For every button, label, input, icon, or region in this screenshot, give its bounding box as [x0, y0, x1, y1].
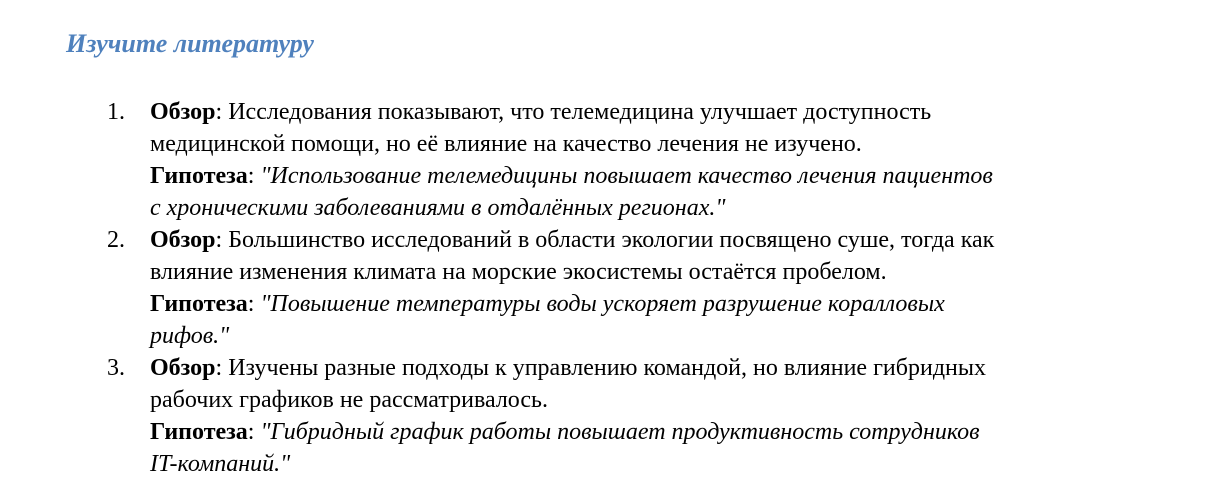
review-text-continued: влияние изменения климата на морские экосистемы остаётся пробелом. [150, 259, 887, 285]
item-number: 2. [107, 227, 125, 253]
review-label: Обзор [150, 355, 216, 381]
hypothesis-text-continued: с хроническими заболеваниями в отдалённых регионах." [150, 195, 726, 221]
review-text-continued: рабочих графиков не рассматривалось. [150, 387, 549, 413]
section-heading: Изучите литературу [66, 29, 314, 58]
item-number: 1. [107, 99, 125, 125]
hypothesis-text: "Гибридный график работы повышает продуктивность сотрудников [260, 419, 980, 445]
hypothesis-label: Гипотеза [150, 163, 248, 189]
hypothesis-text: "Использование телемедицины повышает качество лечения пациентов [260, 163, 993, 189]
hypothesis-line: Гипотеза: "Использование телемедицины повышает качество лечения пациентов [150, 163, 993, 189]
review-line: Обзор: Исследования показывают, что телемедицина улучшает доступность [150, 99, 932, 125]
review-text: Исследования показывают, что телемедицина улучшает доступность [228, 99, 932, 125]
review-text: Большинство исследований в области экологии посвящено суше, тогда как [228, 227, 995, 253]
hypothesis-text: "Повышение температуры воды ускоряет разрушение коралловых [260, 291, 945, 317]
review-text-continued: медицинской помощи, но её влияние на качество лечения не изучено. [150, 131, 862, 157]
literature-list [0, 96, 1228, 480]
list-item [0, 224, 1150, 352]
hypothesis-label: Гипотеза [150, 291, 248, 317]
review-text: Изучены разные подходы к управлению командой, но влияние гибридных [228, 355, 987, 381]
review-label: Обзор [150, 227, 216, 253]
hypothesis-text-continued: рифов." [150, 323, 230, 349]
list-item [0, 352, 1150, 480]
review-label: Обзор [150, 99, 216, 125]
hypothesis-label: Гипотеза [150, 419, 248, 445]
hypothesis-text-continued: IT-компаний." [150, 451, 291, 477]
item-number: 3. [107, 355, 125, 381]
review-line: Обзор: Большинство исследований в области экологии посвящено суше, тогда как [150, 227, 995, 253]
hypothesis-line: Гипотеза: "Повышение температуры воды ускоряет разрушение коралловых [150, 291, 945, 317]
list-item [0, 96, 1150, 224]
hypothesis-line: Гипотеза: "Гибридный график работы повышает продуктивность сотрудников [150, 419, 980, 445]
review-line: Обзор: Изучены разные подходы к управлению командой, но влияние гибридных [150, 355, 987, 381]
